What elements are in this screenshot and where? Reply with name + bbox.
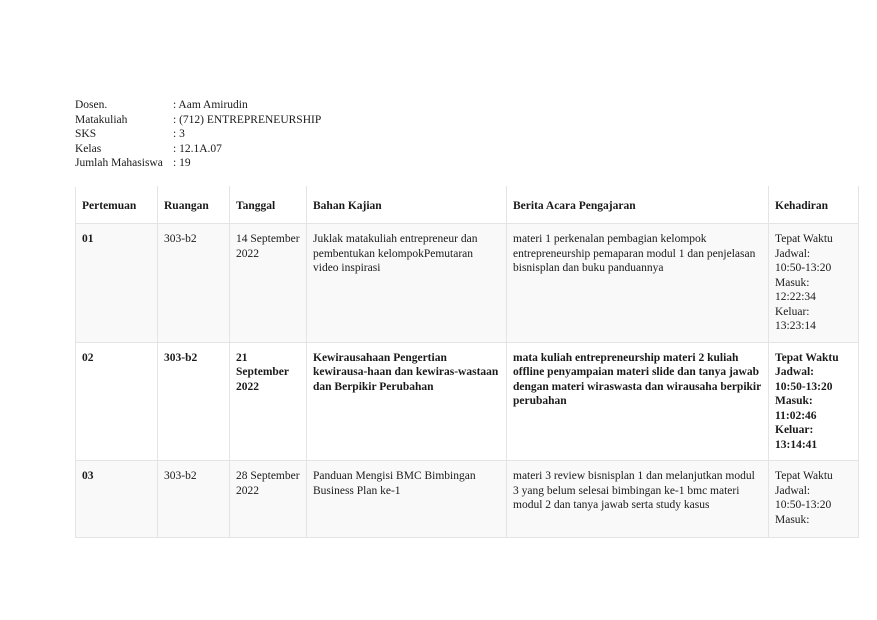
cell-berita-acara: materi 1 perkenalan pembagian kelompok entrepreneurship pemaparan modul 1 dan penjelasan bisnisplan dan buku panduannya (507, 224, 769, 343)
cell-berita-acara: materi 3 review bisnisplan 1 dan melanjutkan modul 3 yang belum selesai bimbingan ke-1 bmc materi modul 2 dan tanya jawab serta study kasus (507, 461, 769, 538)
attendance-in-time: 11:02:46 (775, 409, 817, 422)
info-label: Kelas (75, 142, 102, 155)
attendance-table-container (75, 186, 856, 538)
attendance-in-label: Masuk: (775, 513, 810, 526)
cell-berita-acara: mata kuliah entrepreneurship materi 2 kuliah offline penyampaian materi slide dan tanya jawab dengan materi wiraswasta dan wirausaha berpikir perubahan (507, 342, 769, 461)
cell-bahan-kajian: Kewirausahaan Pengertian kewirausa-haan dan kewiras-wastaan dan Berpikir Perubahan (307, 342, 507, 461)
attendance-status: Tepat Waktu (775, 233, 833, 245)
attendance-schedule-label: Jadwal: (775, 366, 814, 378)
header-berita-acara: Berita Acara Pengajaran (507, 187, 769, 224)
attendance-out-label: Keluar: (775, 305, 810, 318)
cell-kehadiran (769, 224, 859, 343)
table-header-row (76, 187, 859, 224)
info-row-kelas (75, 142, 321, 157)
cell-pertemuan (76, 461, 158, 538)
info-value: : 3 (173, 128, 185, 140)
info-row-sks (75, 127, 321, 142)
info-value: : Aam Amirudin (173, 99, 248, 111)
info-row-jumlah-mahasiswa (75, 156, 321, 171)
cell-tanggal: 28 September 2022 (230, 461, 307, 538)
cell-tanggal: 14 September 2022 (230, 224, 307, 343)
info-value: : 12.1A.07 (173, 142, 222, 155)
pertemuan-number: 01 (82, 233, 94, 245)
info-row-dosen (75, 98, 321, 113)
attendance-status: Tepat Waktu (775, 470, 833, 482)
info-row-matakuliah (75, 113, 321, 128)
attendance-schedule-label: Jadwal: (775, 247, 811, 260)
attendance-schedule: 10:50-13:20 (775, 380, 833, 393)
cell-ruangan: 303-b2 (158, 224, 230, 343)
cell-kehadiran (769, 461, 859, 538)
cell-pertemuan: 02 (76, 342, 158, 461)
info-value: : 19 (173, 157, 191, 169)
attendance-schedule-label: Jadwal: (775, 484, 811, 497)
attendance-schedule: 10:50-13:20 (775, 262, 832, 274)
attendance-status: Tepat Waktu (775, 351, 839, 364)
info-label: Matakuliah (75, 113, 128, 126)
cell-kehadiran (769, 342, 859, 461)
attendance-table (75, 186, 859, 538)
attendance-in-label: Masuk: (775, 395, 813, 407)
info-label: Dosen. (75, 99, 108, 111)
table-row (76, 342, 859, 461)
attendance-out-time: 13:23:14 (775, 320, 816, 332)
pertemuan-number: 03 (82, 470, 94, 482)
attendance-schedule: 10:50-13:20 (775, 499, 832, 511)
cell-pertemuan (76, 224, 158, 343)
header-tanggal: Tanggal (230, 187, 307, 224)
header-kehadiran: Kehadiran (769, 187, 859, 224)
course-info (75, 98, 321, 171)
cell-ruangan: 303-b2 (158, 342, 230, 461)
table-row (76, 461, 859, 538)
header-pertemuan: Pertemuan (76, 187, 158, 224)
attendance-in-time: 12:22:34 (775, 291, 816, 303)
attendance-out-time: 13:14:41 (775, 438, 818, 451)
attendance-out-label: Keluar: (775, 424, 814, 436)
cell-bahan-kajian: Juklak matakuliah entrepreneur dan pembentukan kelompokPemutaran video inspirasi (307, 224, 507, 343)
info-label: Jumlah Mahasiswa (75, 157, 163, 169)
attendance-in-label: Masuk: (775, 276, 810, 289)
info-value: : (712) ENTREPRENEURSHIP (173, 113, 322, 126)
header-ruangan: Ruangan (158, 187, 230, 224)
cell-ruangan: 303-b2 (158, 461, 230, 538)
header-bahan-kajian: Bahan Kajian (307, 187, 507, 224)
table-row (76, 224, 859, 343)
cell-tanggal: 21 September 2022 (230, 342, 307, 461)
info-label: SKS (75, 128, 97, 140)
cell-bahan-kajian: Panduan Mengisi BMC Bimbingan Business Plan ke-1 (307, 461, 507, 538)
